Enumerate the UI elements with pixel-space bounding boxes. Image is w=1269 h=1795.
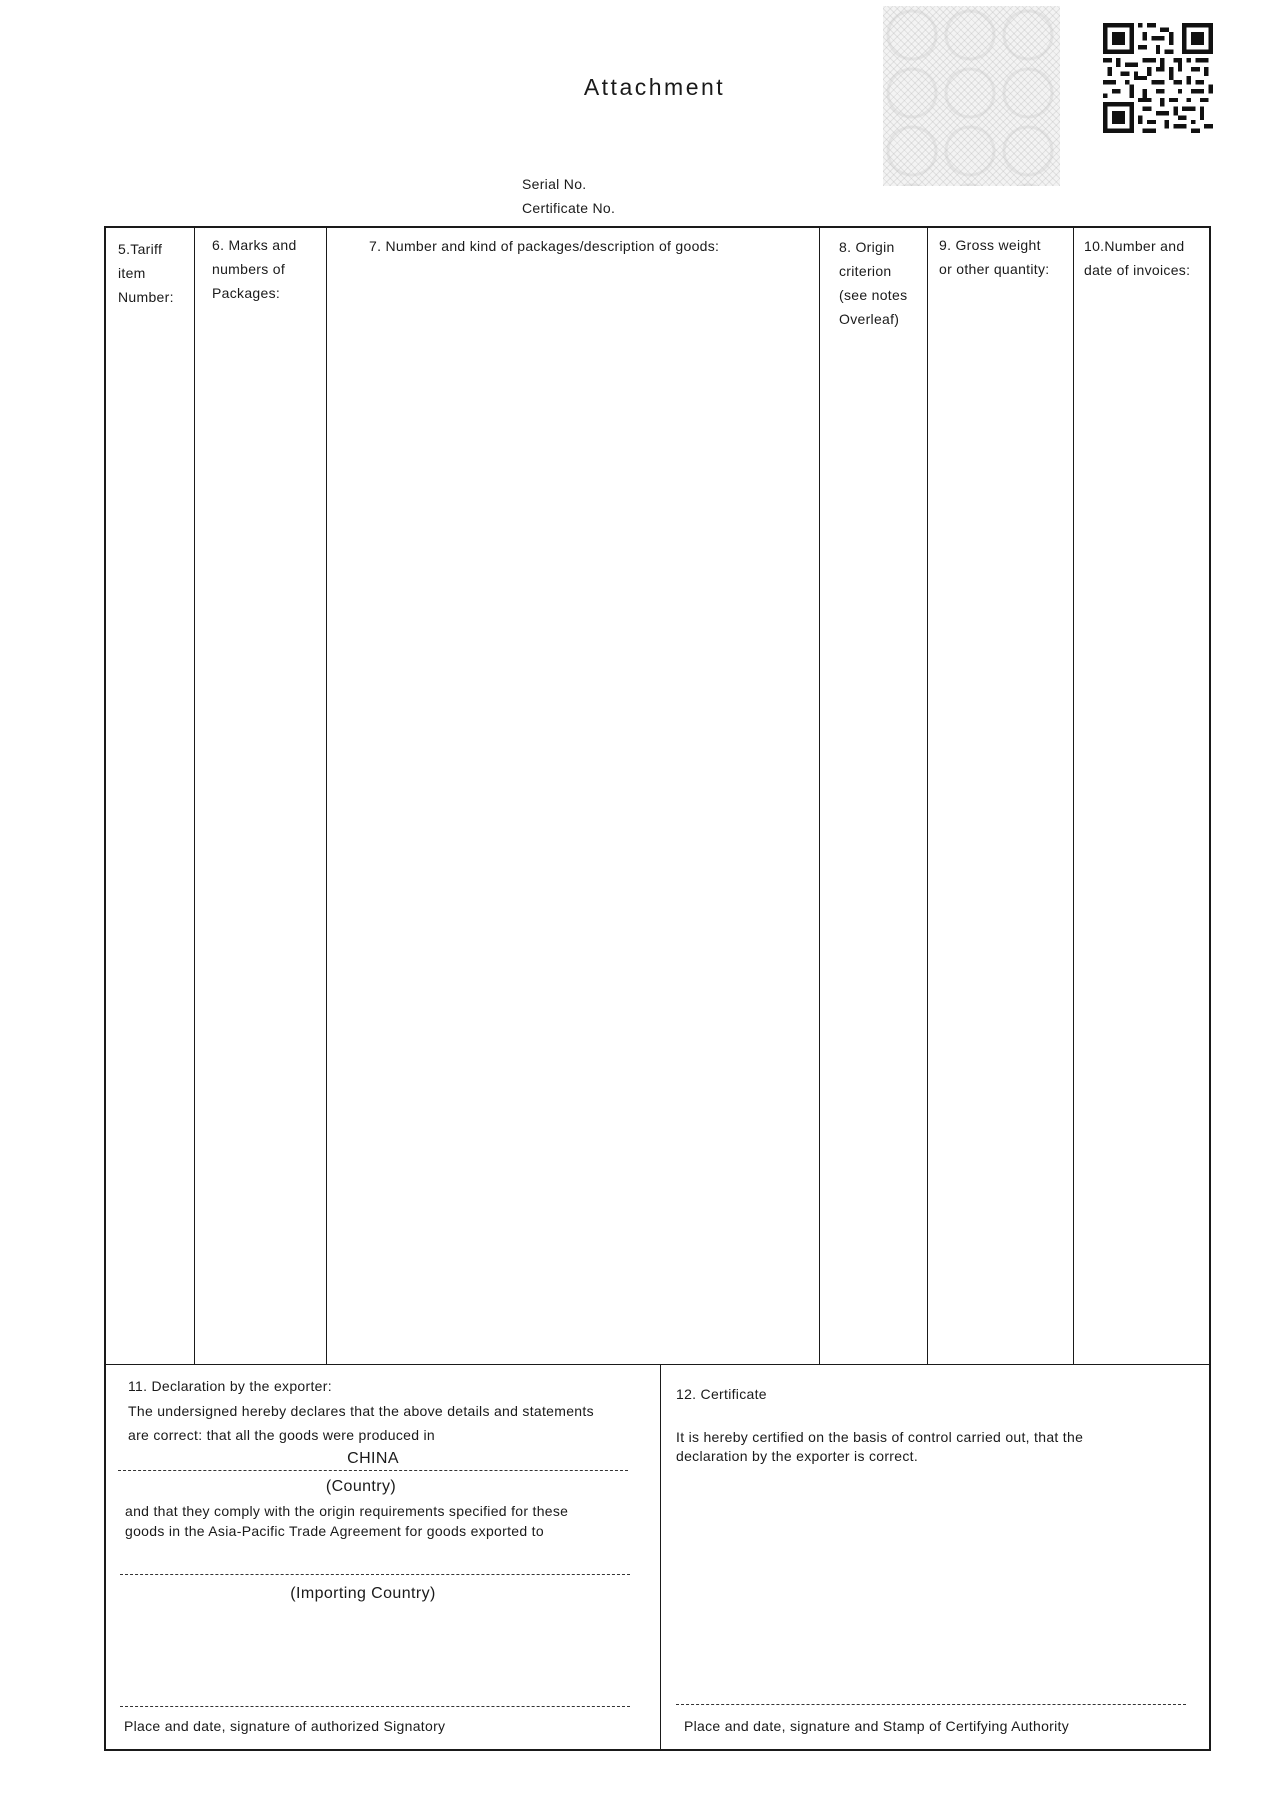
country-field-line [118,1470,628,1471]
certificate-number-label: Certificate No. [522,200,616,216]
page-title: Attachment [583,74,726,100]
qr-code-icon [1103,23,1213,133]
column-divider [326,228,327,1364]
column-divider [194,228,195,1364]
declaration-text: are correct: that all the goods were produced in [128,1427,436,1443]
importing-country-label: (Importing Country) [290,1585,436,1602]
declaration-text: and that they comply with the origin requirements specified for these [125,1503,569,1519]
certificate-text: It is hereby certified on the basis of control carried out, that the [676,1429,1084,1445]
section-divider [106,1364,1209,1365]
column-divider [1073,228,1074,1364]
goods-form [104,226,1211,1751]
security-pattern-icon [883,6,1060,186]
certificate-heading: 12. Certificate [676,1386,767,1402]
origin-criterion-header: 8. Origin criterion (see notes Overleaf) [839,239,908,327]
exporter-signature-line [120,1706,630,1707]
country-label: (Country) [325,1478,397,1495]
authority-signature-label: Place and date, signature and Stamp of Certifying Authority [684,1718,1070,1734]
importing-country-field-line [120,1574,630,1575]
marks-header: 6. Marks and numbers of Packages: [212,237,297,301]
goods-description-header: 7. Number and kind of packages/description of goods: [369,238,720,254]
section-divider [660,1364,661,1751]
exporter-signature-label: Place and date, signature of authorized Signatory [124,1718,446,1734]
serial-number-label: Serial No. [522,176,587,192]
authority-signature-line [676,1704,1186,1705]
column-divider [927,228,928,1364]
column-divider [819,228,820,1364]
country-value: CHINA [347,1450,399,1467]
declaration-text: goods in the Asia-Pacific Trade Agreement for goods exported to [125,1523,544,1539]
certificate-text: declaration by the exporter is correct. [676,1448,919,1464]
declaration-text: The undersigned hereby declares that the above details and statements [128,1403,594,1419]
declaration-heading: 11. Declaration by the exporter: [128,1378,332,1394]
invoices-header: 10.Number and date of invoices: [1084,238,1191,278]
gross-weight-header: 9. Gross weight or other quantity: [939,237,1050,277]
tariff-item-header: 5.Tariff item Number: [118,241,174,305]
